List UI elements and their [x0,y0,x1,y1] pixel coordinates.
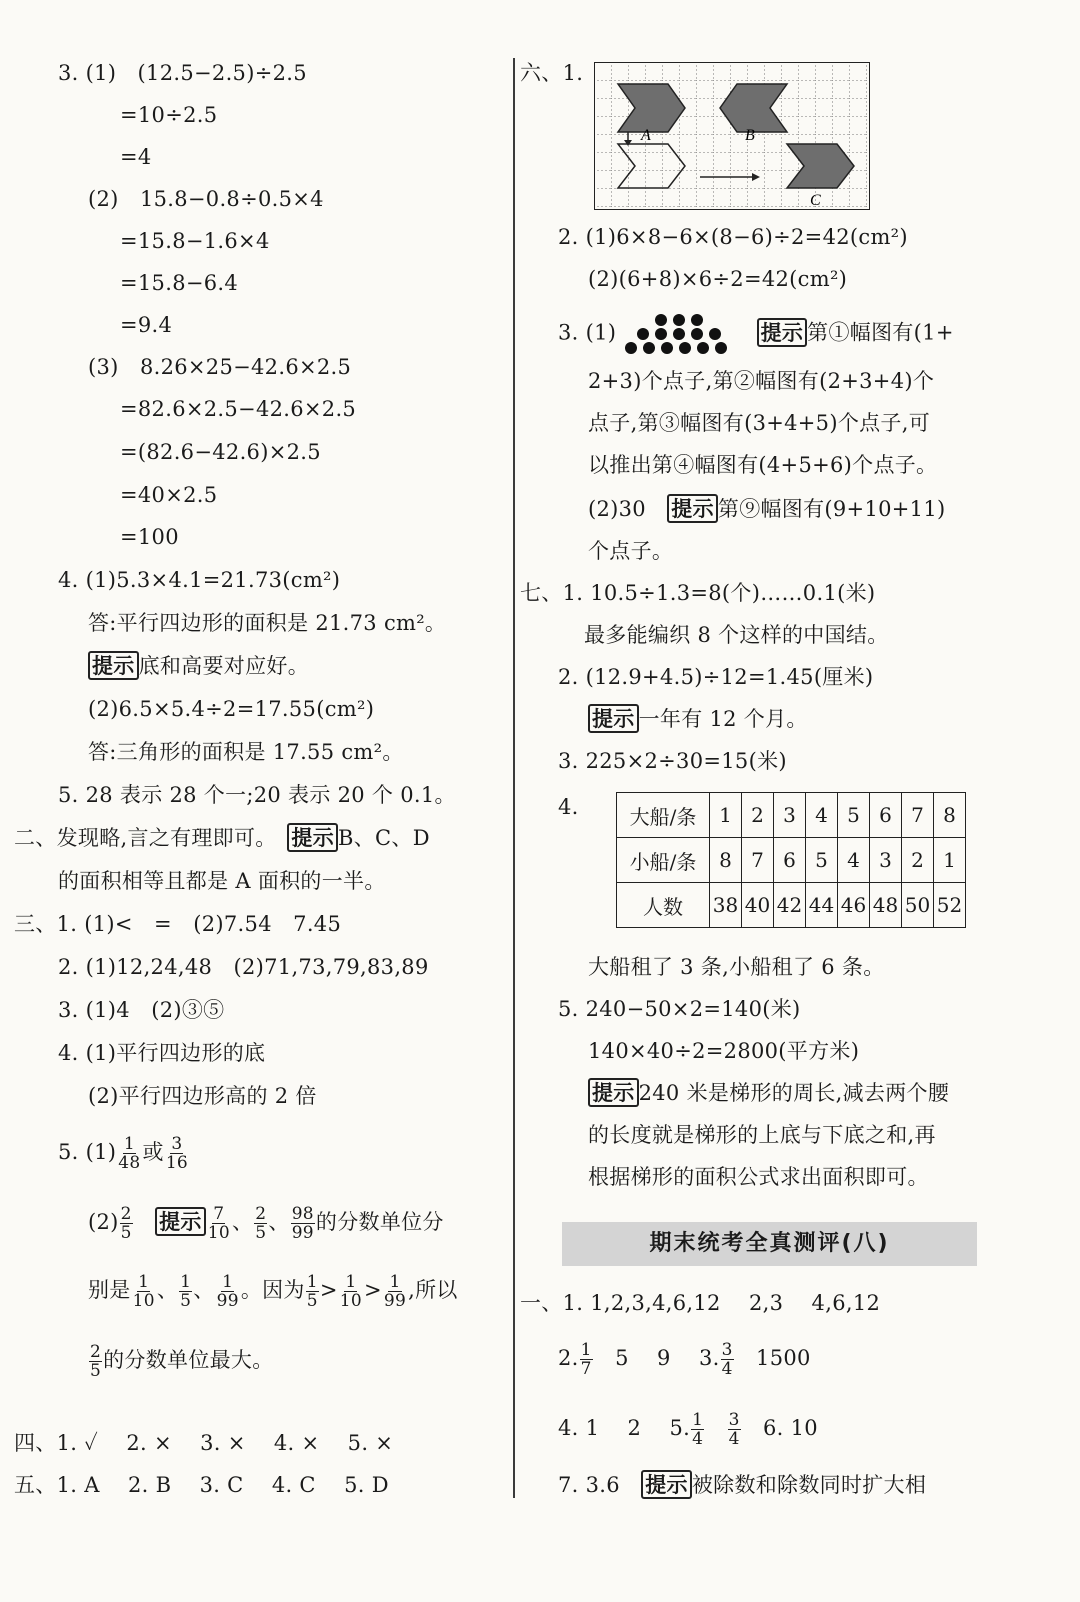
table-row [617,793,966,838]
fraction [721,1341,734,1378]
numerator: 3 [728,1410,740,1430]
q3-2-line1: (2) 15.8−0.8÷0.5×4 [88,187,324,211]
s2-tip-text: B、C、D [338,826,430,850]
numerator: 1 [222,1272,234,1292]
s7-5-line3: 的长度就是梯形的上底与下底之和,再 [588,1123,936,1147]
numerator: 3 [721,1340,733,1360]
s2-text: 二、发现略,言之有理即可。 [14,826,267,850]
table-cell: 52 [934,883,966,928]
denominator: 10 [132,1291,155,1311]
t4-prefix: 4. 1 2 5. [558,1416,691,1440]
q3-2-line2: =15.8−1.6×4 [120,229,270,253]
s3-5-line3: 别是 $\frac{1}{10}$ 、 $\frac{1}{5}$ 、 $\frac{1}{99}$ 。因为 $\frac{1}{5}$ > $\frac{1}{10}$ > $\frac{1}{99}$ ,所以 [88,1272,458,1311]
numerator: 2 [120,1204,132,1224]
s6-3-2-line2: 个点子。 [588,539,674,563]
s3-5-line1 [58,1130,190,1174]
t4-line [558,1406,818,1450]
denominator: 99 [383,1291,407,1311]
s3-5-3-head: 别是 [88,1278,131,1302]
q3-3-line3: =(82.6−42.6)×2.5 [120,440,321,464]
s3-2-line: 2. (1)12,24,48 (2)71,73,79,83,89 [58,955,429,979]
q3-3-line1: (3) 8.26×25−42.6×2.5 [88,355,352,379]
denominator: 5 [255,1223,267,1243]
s6-label: 六、1. [520,61,584,85]
numerator: 1 [123,1134,135,1154]
denominator: 5 [90,1361,102,1381]
t4-tail: 6. 10 [763,1416,818,1440]
q4-2-line: (2)6.5×5.4÷2=17.55(cm²) [88,697,375,721]
q3-3-line2: =82.6×2.5−42.6×2.5 [120,397,357,421]
numerator: 7 [213,1204,225,1224]
table-cell: 7 [902,793,934,838]
numerator: 1 [580,1340,592,1360]
table-row [617,838,966,883]
q3-2-line3: =15.8−6.4 [120,271,239,295]
q3-1-line2: =10÷2.5 [120,103,218,127]
denominator: 5 [306,1291,318,1311]
fraction [216,1273,240,1310]
table-cell: 46 [838,883,870,928]
t2-tail: 1500 [756,1346,811,1370]
q4-tip-text: 底和高要对应好。 [138,654,310,678]
denominator: 16 [165,1153,189,1173]
q3-1-line1: 3. (1) (12.5−2.5)÷2.5 [58,61,307,85]
s7-5-tip: 240 米是梯形的周长,减去两个腰 [638,1081,950,1105]
t2-prefix: 2. [558,1346,579,1370]
s6-2-line2: (2)(6+8)×6÷2=42(cm²) [588,267,848,291]
fraction [165,1135,189,1172]
s7-1-line1: 七、1. 10.5÷1.3=8(个)……0.1(米) [520,581,876,605]
tip-badge: 提示 [88,651,139,680]
fraction [580,1341,593,1378]
table-cell: 6 [774,838,806,883]
q4-tip-line [88,651,309,681]
fraction [306,1273,319,1310]
table-cell: 5 [806,838,838,883]
table-cell: 42 [774,883,806,928]
s6-3-line3: 点子,第③幅图有(3+4+5)个点子,可 [588,411,931,435]
s6-3-2-line1 [588,494,945,524]
section-banner: 期末统考全真测评(八) [562,1222,977,1266]
denominator: 99 [216,1291,239,1311]
s3-3-line: 3. (1)4 (2)③⑤ [58,998,225,1022]
table-cell: 1 [710,793,742,838]
label-B: B [745,127,755,144]
table-cell: 2 [902,838,934,883]
table-cell: 3 [870,838,902,883]
s6-3-line4: 以推出第④幅图有(4+5+6)个点子。 [588,453,938,477]
denominator: 10 [339,1291,362,1311]
numerator: 1 [138,1272,150,1292]
column-divider [513,58,515,1498]
fraction [691,1411,704,1448]
table-row [617,883,966,928]
table-cell: 6 [870,793,902,838]
boat-table [616,792,966,928]
s3-5-4-tail: 的分数单位最大。 [103,1348,274,1372]
s7-5-tip-line [588,1078,949,1108]
t2-line [558,1336,811,1380]
q3-3-line4: =40×2.5 [120,483,218,507]
tip-badge: 提示 [155,1207,206,1236]
q4-1-answer: 答:平行四边形的面积是 21.73 cm²。 [88,611,447,635]
numerator: 2 [255,1204,267,1224]
s7-5-line1: 5. 240−50×2=140(米) [558,997,801,1021]
table-cell: 8 [934,793,966,838]
t7-line [558,1470,926,1500]
denominator: 5 [180,1291,192,1311]
s7-1-line2: 最多能编织 8 个这样的中国结。 [584,623,889,647]
fraction [132,1273,156,1310]
t2-mid: 5 9 3. [615,1346,720,1370]
row-header: 小船/条 [617,838,710,883]
row-header: 人数 [617,883,710,928]
s3-5-3-tail: ,所以 [408,1278,458,1302]
fraction [207,1205,231,1242]
fraction [117,1135,141,1172]
s7-2-line1: 2. (12.9+4.5)÷12=1.45(厘米) [558,665,874,689]
q3-2-line4: =9.4 [120,313,173,337]
numerator: 3 [171,1134,183,1154]
table-cell: 5 [838,793,870,838]
table-cell: 2 [742,793,774,838]
s6-2-line1: 2. (1)6×8−6×(8−6)÷2=42(cm²) [558,225,908,249]
denominator: 4 [728,1429,740,1449]
table-cell: 40 [742,883,774,928]
fraction [383,1273,407,1310]
s6-3-2-text: (2)30 [588,497,646,521]
s7-2-tip-line [588,704,808,734]
t7-text: 7. 3.6 [558,1473,620,1497]
label-A: A [641,127,651,144]
s2-line1 [14,823,430,853]
s3-5-line2: (2) $\frac{2}{5}$ 提示 $\frac{7}{10}$ 、 $\frac{2}{5}$ 、 $\frac{98}{99}$ 的分数单位分 [88,1204,444,1243]
table-cell: 50 [902,883,934,928]
s2-line2: 的面积相等且都是 A 面积的一半。 [58,869,386,893]
tip-badge: 提示 [757,318,808,347]
table-cell: 7 [742,838,774,883]
numerator: 1 [345,1272,357,1292]
numerator: 1 [692,1410,704,1430]
fraction [120,1205,133,1242]
s7-4-answer: 大船租了 3 条,小船租了 6 条。 [588,955,885,979]
label-C: C [810,192,821,209]
s3-5-prefix: 5. (1) [58,1140,117,1164]
table-cell: 4 [838,838,870,883]
numerator: 2 [90,1342,102,1362]
fraction [339,1273,363,1310]
s4-line: 四、1. ✓ 2. × 3. × 4. × 5. × [14,1431,394,1455]
q3-3-line5: =100 [120,525,179,549]
tip-badge: 提示 [588,1078,639,1107]
s7-3-line: 3. 225×2÷30=15(米) [558,749,787,773]
tip-badge: 提示 [667,494,718,523]
s3-1-line: 三、1. (1)< = (2)7.54 7.45 [14,912,342,936]
s5-line: 五、1. A 2. B 3. C 4. C 5. D [14,1473,389,1497]
q3-1-line3: =4 [120,145,152,169]
fraction [728,1411,741,1448]
numerator: 1 [306,1272,318,1292]
t7-tip: 被除数和除数同时扩大相 [691,1473,927,1497]
s3-5-2-tail: 的分数单位分 [315,1210,444,1234]
table-cell: 8 [710,838,742,883]
denominator: 7 [580,1359,592,1379]
or-text: 或 [142,1140,164,1164]
denominator: 10 [207,1223,230,1243]
s6-3-2-tip: 第⑨幅图有(9+10+11) [717,497,946,521]
fraction [179,1273,192,1310]
table-cell: 3 [774,793,806,838]
s6-3-text-a: 第①幅图有(1+ [807,320,954,345]
row-header: 大船/条 [617,793,710,838]
s3-4-line1: 4. (1)平行四边形的底 [58,1041,266,1065]
s6-3-line1 [558,312,954,356]
q4-1-line: 4. (1)5.3×4.1=21.73(cm²) [58,568,341,592]
s6-3-line2: 2+3)个点子,第②幅图有(2+3+4)个 [588,369,935,393]
table-cell: 48 [870,883,902,928]
s3-5-3-mid: 。因为 [240,1278,305,1302]
numerator: 1 [389,1272,401,1292]
denominator: 48 [118,1153,141,1173]
q4-2-answer: 答:三角形的面积是 17.55 cm²。 [88,740,404,764]
shape-grid-figure [594,62,870,210]
s7-4-label: 4. [558,795,579,819]
s3-5-line4 [88,1338,274,1382]
q5-line: 5. 28 表示 28 个一;20 表示 20 个 0.1。 [58,783,456,807]
numerator: 98 [291,1204,314,1224]
table-cell: 38 [710,883,742,928]
tip-badge: 提示 [287,823,338,852]
s7-5-line2: 140×40÷2=2800(平方米) [588,1039,860,1063]
denominator: 4 [692,1429,704,1449]
denominator: 99 [291,1223,314,1243]
fraction [89,1343,102,1380]
s7-5-line4: 根据梯形的面积公式求出面积即可。 [588,1165,929,1189]
t1-line: 一、1. 1,2,3,4,6,12 2,3 4,6,12 [520,1291,881,1315]
denominator: 4 [721,1359,733,1379]
tip-badge: 提示 [588,704,639,733]
numerator: 1 [180,1272,192,1292]
denominator: 5 [120,1223,132,1243]
table-cell: 4 [806,793,838,838]
tip-badge: 提示 [641,1470,692,1499]
table-cell: 1 [934,838,966,883]
fraction [254,1205,267,1242]
fraction [291,1205,315,1242]
s3-4-line2: (2)平行四边形高的 2 倍 [88,1084,317,1108]
s3-5-2-prefix: (2) [88,1210,119,1234]
table-cell: 44 [806,883,838,928]
s6-3-prefix: 3. (1) [558,320,617,345]
s7-2-tip: 一年有 12 个月。 [638,707,808,731]
dot-triangle-figure [623,312,735,356]
